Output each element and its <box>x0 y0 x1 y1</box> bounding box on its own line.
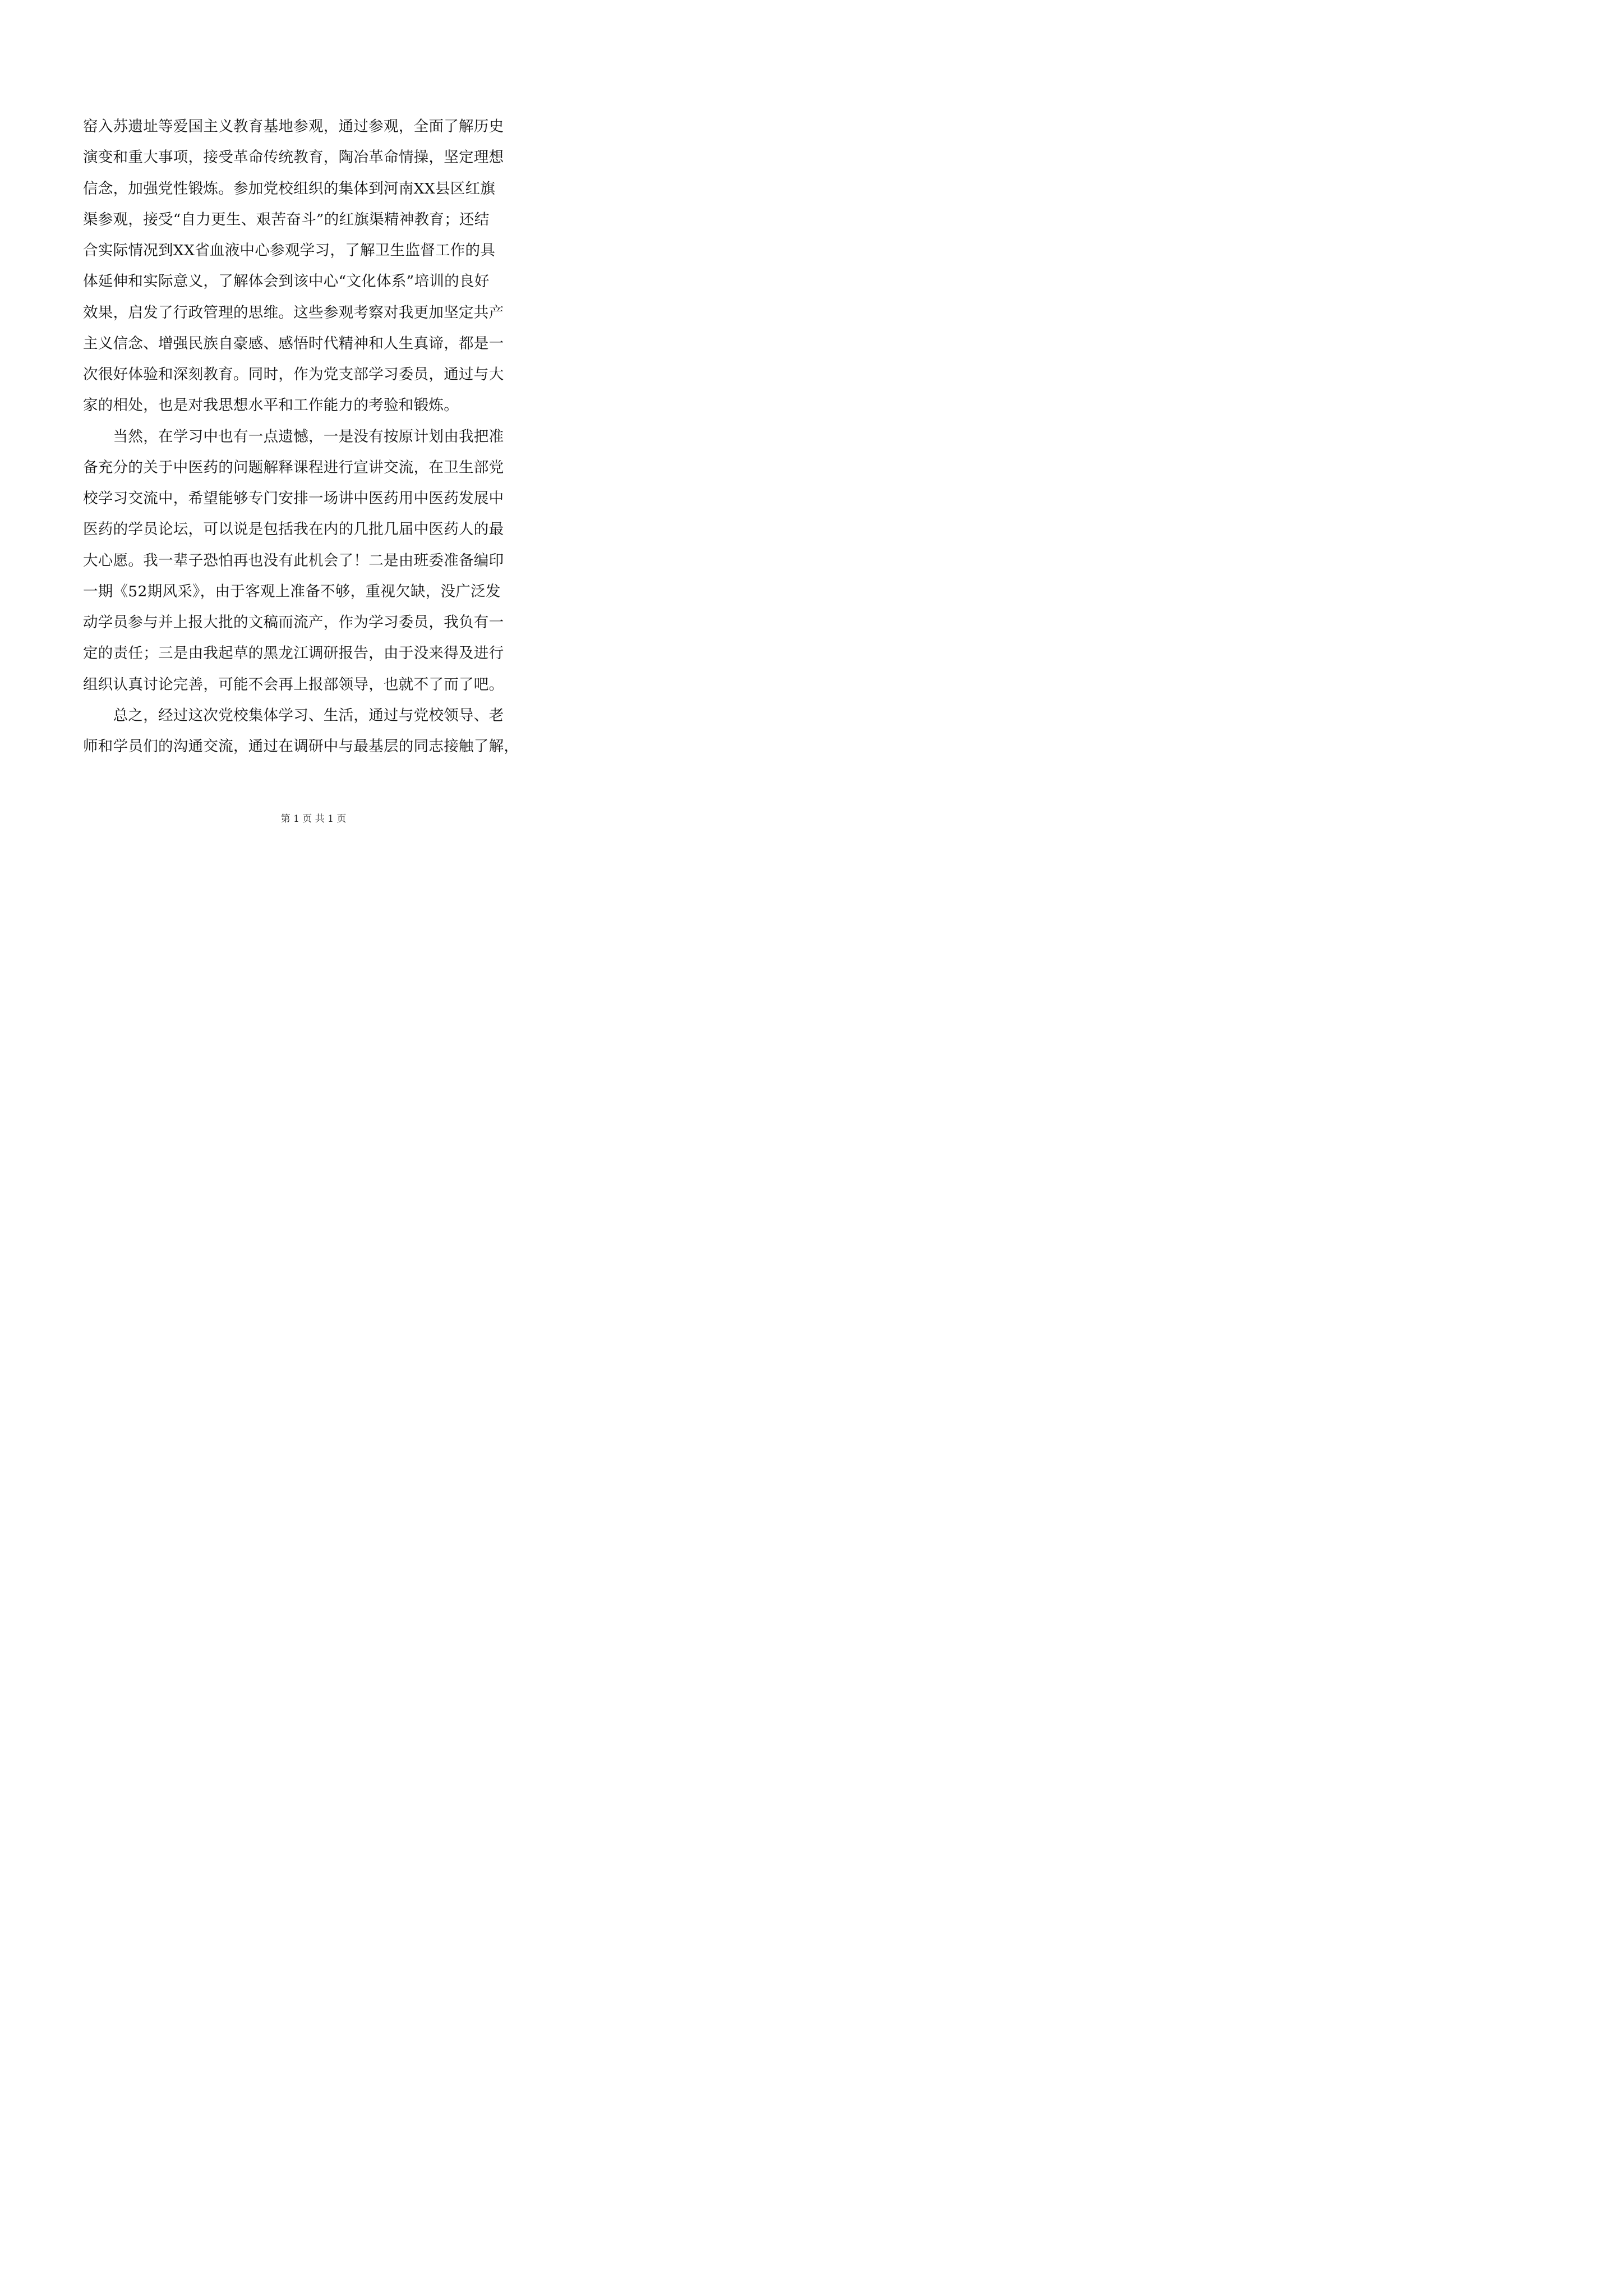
text-line: 窑入苏遗址等爱国主义教育基地参观，通过参观，全面了解历史 <box>83 118 504 135</box>
text-line: 信念，加强党性锻炼。参加党校组织的集体到河南XX县区红旗 <box>83 180 496 197</box>
text-line: 渠参观，接受“自力更生、艰苦奋斗”的红旗渠精神教育；还结 <box>83 211 490 228</box>
text-line: 家的相处，也是对我思想水平和工作能力的考验和锻炼。 <box>83 397 459 414</box>
text-line: 总之，经过这次党校集体学习、生活，通过与党校领导、老 <box>83 707 504 724</box>
text-line: 备充分的关于中医药的问题解释课程进行宣讲交流，在卫生部党 <box>83 459 504 476</box>
text-line: 动学员参与并上报大批的文稿而流产，作为学习委员，我负有一 <box>83 614 504 631</box>
text-line: 医药的学员论坛，可以说是包括我在内的几批几届中医药人的最 <box>83 521 504 538</box>
text-line: 效果，启发了行政管理的思维。这些参观考察对我更加坚定共产 <box>83 304 504 321</box>
text-line: 合实际情况到XX省血液中心参观学习，了解卫生监督工作的具 <box>83 242 496 259</box>
text-line: 组织认真讨论完善，可能不会再上报部领导，也就不了而了吧。 <box>83 676 504 693</box>
text-line: 次很好体验和深刻教育。同时，作为党支部学习委员，通过与大 <box>83 366 504 383</box>
text-line: 定的责任；三是由我起草的黑龙江调研报告，由于没来得及进行 <box>83 645 504 662</box>
text-line: 当然，在学习中也有一点遗憾，一是没有按原计划由我把准 <box>83 428 504 445</box>
text-line: 师和学员们的沟通交流，通过在调研中与最基层的同志接触了解， <box>83 738 519 755</box>
text-line: 一期《52期风采》，由于客观上准备不够，重视欠缺，没广泛发 <box>83 583 501 600</box>
page-footer: 第 1 页 共 1 页 <box>280 813 347 825</box>
text-line: 主义信念、增强民族自豪感、感悟时代精神和人生真谛，都是一 <box>83 335 504 352</box>
text-line: 体延伸和实际意义，了解体会到该中心“文化体系”培训的良好 <box>83 273 490 290</box>
text-line: 演变和重大事项，接受革命传统教育，陶冶革命情操，坚定理想 <box>83 149 504 166</box>
text-line: 大心愿。我一辈子恐怕再也没有此机会了！二是由班委准备编印 <box>83 552 504 569</box>
text-line: 校学习交流中，希望能够专门安排一场讲中医药用中医药发展中 <box>83 490 504 507</box>
document-page <box>0 0 627 887</box>
